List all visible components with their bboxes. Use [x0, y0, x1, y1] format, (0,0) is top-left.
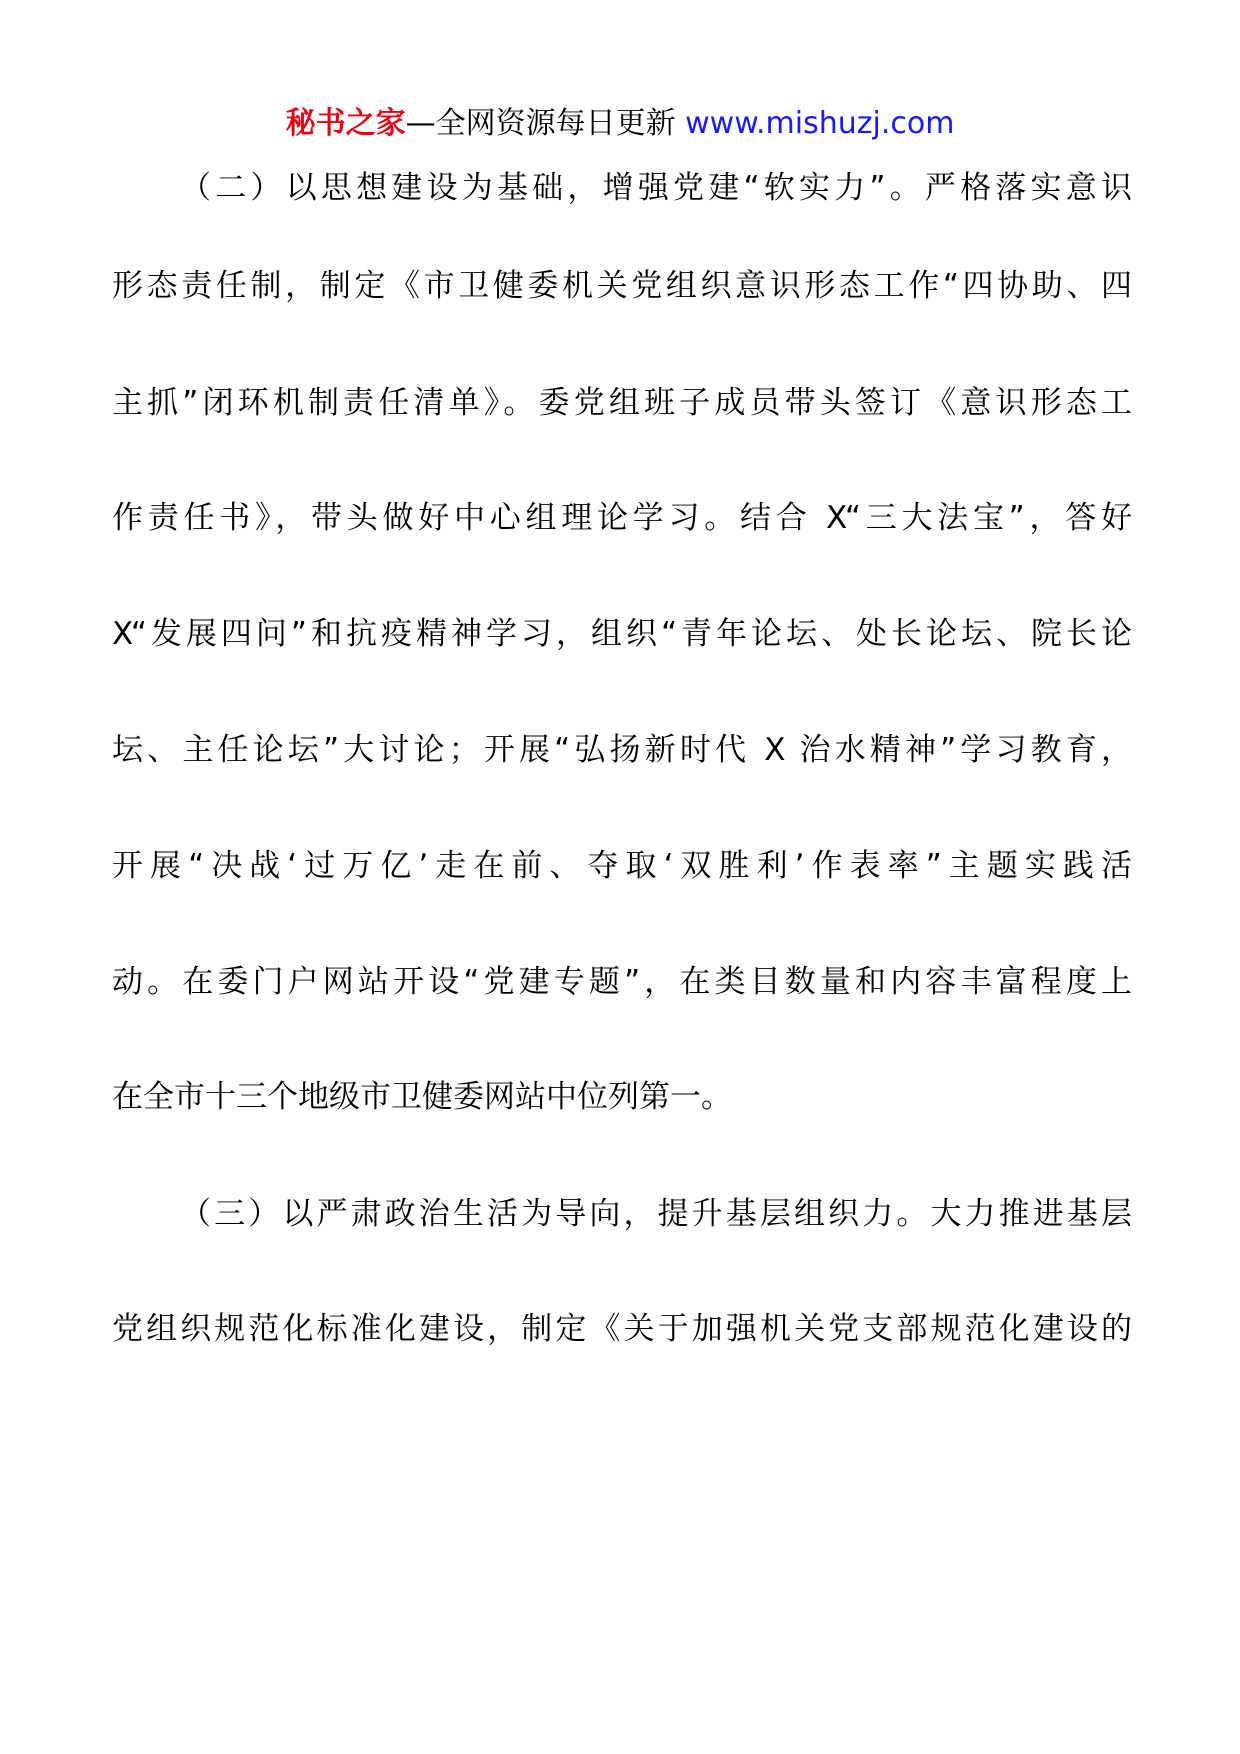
text-line: （三）以严肃政治生活为导向，提升基层组织力。大力推进基层 [180, 1196, 1132, 1232]
text-line: 坛、主任论坛”大讨论；开展“弘扬新时代 X 治水精神”学习教育， [112, 732, 1132, 768]
text-line: 动。在委门户网站开设“党建专题”，在类目数量和内容丰富程度上 [112, 964, 1132, 1000]
site-slogan: —全网资源每日更新 [405, 106, 676, 141]
page-header [0, 104, 1240, 144]
text-line: （二）以思想建设为基础，增强党建“软实力”。严格落实意识 [180, 170, 1132, 206]
text-line: 形态责任制，制定《市卫健委机关党组织意识形态工作“四协助、四 [112, 268, 1132, 304]
text-line: 党组织规范化标准化建设，制定《关于加强机关党支部规范化建设的 [112, 1311, 1132, 1347]
text-line: 主抓”闭环机制责任清单》。委党组班子成员带头签订《意识形态工 [112, 385, 1132, 421]
site-brand: 秘书之家 [285, 106, 406, 141]
text-line: 在全市十三个地级市卫健委网站中位列第一。 [112, 1079, 732, 1115]
text-line: 开展“决战‘过万亿’走在前、夺取‘双胜利’作表率”主题实践活 [112, 848, 1132, 884]
site-url[interactable]: www.mishuzj.com [685, 106, 955, 141]
text-line: 作责任书》，带头做好中心组理论学习。结合 X“三大法宝”，答好 [112, 500, 1132, 536]
text-line: X“发展四问”和抗疫精神学习，组织“青年论坛、处长论坛、院长论 [112, 616, 1132, 652]
